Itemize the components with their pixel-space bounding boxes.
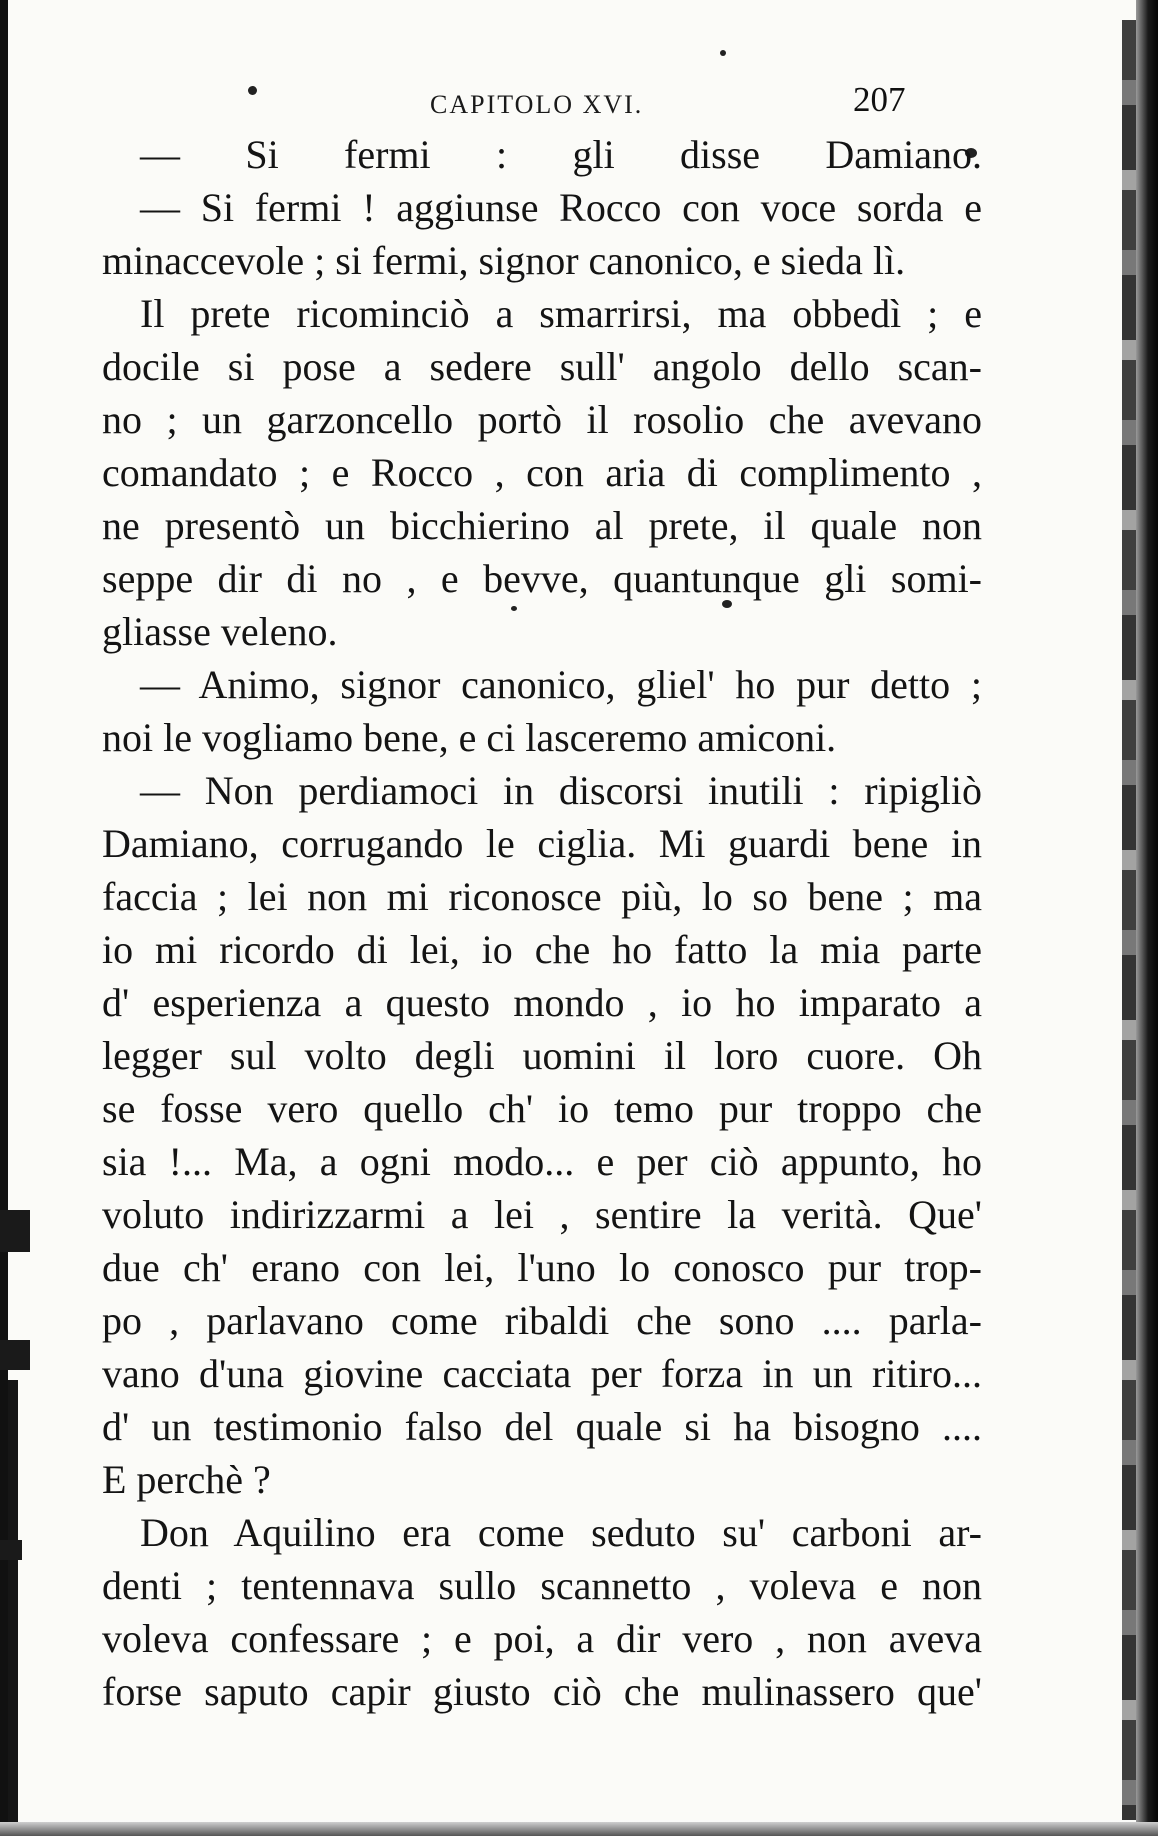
text-line: denti ; tentennava sullo scannetto , voleva e non	[102, 1563, 982, 1608]
scan-edge-bottom	[0, 1822, 1158, 1836]
text-line: Don Aquilino era come seduto su' carboni ar-	[140, 1510, 982, 1555]
text-line: minaccevole ; si fermi, signor canonico, e sieda lì.	[102, 238, 906, 283]
ink-speck	[720, 50, 726, 56]
page-number: 207	[853, 80, 906, 119]
text-line: due ch' erano con lei, l'uno lo conosco pur trop-	[102, 1245, 982, 1290]
text-line: d' un testimonio falso del quale si ha bisogno ....	[102, 1404, 982, 1449]
text-line: Il prete ricominciò a smarrirsi, ma obbedì ; e	[140, 291, 982, 336]
text-line: comandato ; e Rocco , con aria di complimento ,	[102, 450, 982, 495]
text-line: docile si pose a sedere sull' angolo dello scan-	[102, 344, 982, 389]
ink-speck	[248, 86, 257, 95]
scan-edge-right	[1136, 0, 1158, 1836]
body-text	[102, 128, 982, 1718]
scan-mark	[0, 1340, 30, 1370]
running-head: CAPITOLO XVI.	[430, 90, 644, 119]
text-line: voleva confessare ; e poi, a dir vero , non aveva	[102, 1616, 982, 1661]
text-line: — Animo, signor canonico, gliel' ho pur detto ;	[140, 662, 982, 707]
text-line: seppe dir di no , e bevve, quantunque gli somi-	[102, 556, 982, 601]
text-line: E perchè ?	[102, 1457, 271, 1502]
text-line: — Non perdiamoci in discorsi inutili : ripigliò	[140, 768, 982, 813]
scan-edge-left	[0, 0, 8, 1836]
text-line: se fosse vero quello ch' io temo pur troppo che	[102, 1086, 982, 1131]
scan-edge-right-shadow	[1122, 20, 1136, 1820]
text-line: d' esperienza a questo mondo , io ho imparato a	[102, 980, 982, 1025]
text-line: vano d'una giovine cacciata per forza in un ritiro...	[102, 1351, 982, 1396]
text-line: voluto indirizzarmi a lei , sentire la verità. Que'	[102, 1192, 982, 1237]
text-line: legger sul volto degli uomini il loro cuore. Oh	[102, 1033, 982, 1078]
text-line: po , parlavano come ribaldi che sono .... parla-	[102, 1298, 982, 1343]
scan-edge-left-binding	[8, 1380, 18, 1836]
text-line: — Si fermi ! aggiunse Rocco con voce sorda e	[140, 185, 982, 230]
text-line: faccia ; lei non mi riconosce più, lo so bene ; ma	[102, 874, 982, 919]
text-line: noi le vogliamo bene, e ci lasceremo amiconi.	[102, 715, 837, 760]
text-line: — Si fermi : gli disse Damiano.	[140, 132, 982, 177]
text-line: io mi ricordo di lei, io che ho fatto la mia parte	[102, 927, 982, 972]
text-line: Damiano, corrugando le ciglia. Mi guardi bene in	[102, 821, 982, 866]
text-line: gliasse veleno.	[102, 609, 338, 654]
text-line: no ; un garzoncello portò il rosolio che avevano	[102, 397, 982, 442]
text-line: sia !... Ma, a ogni modo... e per ciò appunto, ho	[102, 1139, 982, 1184]
text-line: forse saputo capir giusto ciò che mulinassero que'	[102, 1669, 982, 1714]
text-line: ne presentò un bicchierino al prete, il quale non	[102, 503, 982, 548]
scan-mark	[0, 1210, 30, 1252]
scan-mark	[0, 1540, 22, 1560]
